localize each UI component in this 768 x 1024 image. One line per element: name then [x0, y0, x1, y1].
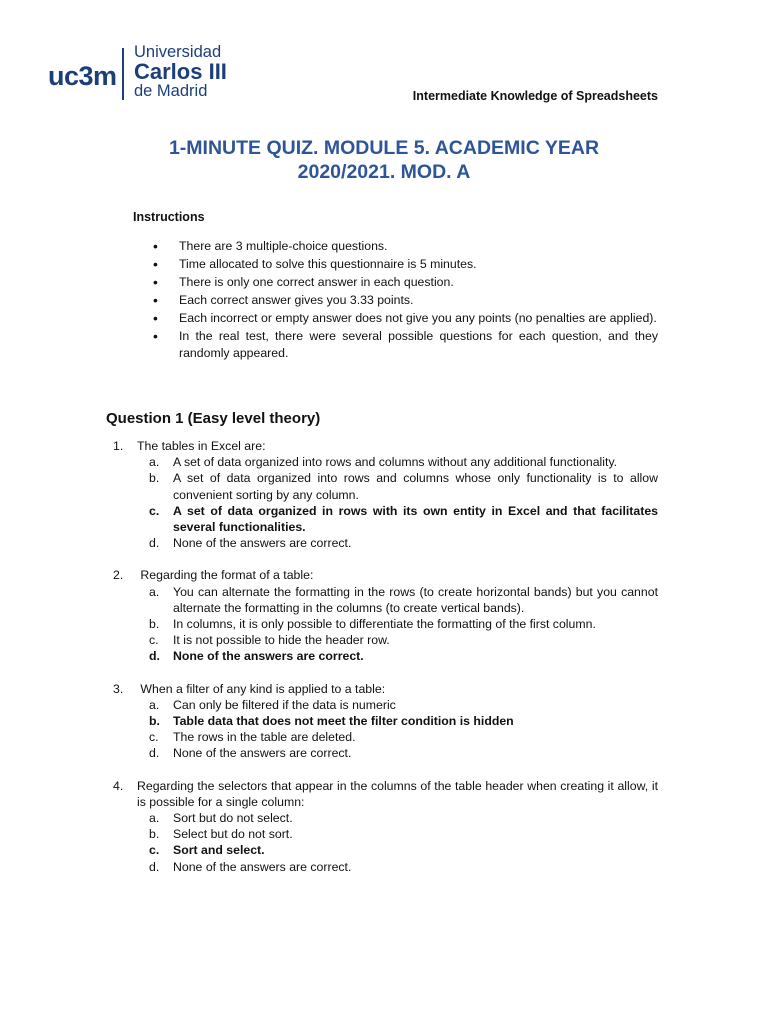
option-text: Sort but do not select. — [173, 811, 293, 826]
option-letter: b. — [149, 617, 160, 632]
question-stem — [113, 567, 658, 583]
option-letter: c. — [149, 843, 160, 858]
answer-option — [149, 859, 658, 875]
option-text: Select but do not sort. — [173, 827, 293, 842]
option-text: A set of data organized into rows and columns without any additional functionality. — [173, 455, 618, 470]
instruction-item: • There are 3 multiple-choice questions. — [153, 238, 658, 255]
question-text: When a filter of any kind is applied to a table: — [137, 681, 386, 696]
answer-option — [149, 616, 658, 632]
answer-option — [149, 697, 658, 713]
question-stem — [113, 778, 658, 810]
question-number: 3. — [113, 681, 124, 696]
answer-option — [149, 826, 658, 842]
option-letter: a. — [149, 455, 160, 470]
option-letter: c. — [149, 503, 160, 518]
option-text: A set of data organized in rows with its own entity in Excel and that facilitates several functionalities. — [173, 503, 658, 535]
question-number: 1. — [113, 439, 124, 453]
question-number: 2. — [113, 568, 124, 583]
logo-line-universidad: Universidad — [134, 43, 222, 61]
option-text: None of the answers are correct. — [173, 746, 352, 761]
page-title — [100, 136, 668, 184]
option-text: Sort and select. — [173, 843, 265, 858]
instructions-list — [153, 238, 658, 363]
question-stem — [113, 438, 658, 454]
question-2 — [113, 567, 658, 664]
question-number: 4. — [113, 778, 124, 793]
option-text: Can only be filtered if the data is numeric — [173, 697, 396, 712]
option-text: It is not possible to hide the header row. — [173, 633, 390, 648]
option-letter: d. — [149, 746, 160, 761]
question-text: Regarding the selectors that appear in the columns of the table header when creating it allow, it is possible for a single column: — [137, 778, 658, 809]
logo-mark: uc3m — [48, 61, 117, 91]
instruction-item: • Each correct answer gives you 3.33 points. — [153, 292, 658, 309]
correct-answer-option — [149, 648, 658, 664]
logo-divider — [122, 48, 124, 100]
instruction-item: • Time allocated to solve this questionnaire is 5 minutes. — [153, 256, 658, 273]
correct-answer-option — [149, 842, 658, 858]
answer-option — [149, 810, 658, 826]
instruction-item: • There is only one correct answer in each question. — [153, 274, 658, 291]
question-text: Regarding the format of a table: — [137, 568, 314, 583]
option-letter: b. — [149, 471, 160, 486]
option-text: You can alternate the formatting in the rows (to create horizontal bands) but you cannot alternate the formatting in the columns (to create vertical bands). — [173, 584, 658, 615]
instruction-item: • In the real test, there were several possible questions for each question, and they randomly appeared. — [153, 328, 658, 361]
option-letter: c. — [149, 633, 159, 648]
answer-option — [149, 584, 658, 616]
question-4 — [113, 778, 658, 875]
questions-list — [113, 438, 658, 891]
question-text: The tables in Excel are: — [137, 439, 266, 453]
logo-text — [134, 44, 227, 100]
title-line-1: 1-MINUTE QUIZ. MODULE 5. ACADEMIC YEAR — [168, 137, 600, 159]
option-letter: b. — [149, 827, 160, 842]
option-letter: d. — [149, 536, 160, 551]
answer-options — [113, 810, 658, 875]
instructions-heading: Instructions — [133, 210, 205, 224]
answer-option — [149, 454, 658, 470]
option-letter: b. — [149, 714, 160, 729]
answer-options — [113, 454, 658, 551]
section-heading: Question 1 (Easy level theory) — [106, 410, 321, 427]
option-letter: d. — [149, 859, 160, 874]
answer-option — [149, 745, 658, 761]
option-text: None of the answers are correct. — [173, 649, 364, 664]
option-text: A set of data organized into rows and columns whose only functionality is to allow convenient sorting by any column. — [173, 471, 658, 502]
option-letter: d. — [149, 649, 160, 664]
answer-options — [113, 697, 658, 762]
option-letter: a. — [149, 811, 160, 826]
answer-option — [149, 470, 658, 502]
answer-option — [149, 535, 658, 551]
question-3 — [113, 681, 658, 762]
instruction-item: • Each incorrect or empty answer does not give you any points (no penalties are applied). — [153, 310, 658, 327]
title-line-2: 2020/2021. MOD. A — [297, 161, 471, 183]
option-text: The rows in the table are deleted. — [173, 730, 356, 745]
logo-line-carlos: Carlos III — [134, 59, 227, 84]
option-text: None of the answers are correct. — [173, 859, 352, 874]
correct-answer-option — [149, 713, 658, 729]
answer-option — [149, 632, 658, 648]
answer-option — [149, 729, 658, 745]
option-letter: c. — [149, 730, 159, 745]
question-stem — [113, 681, 658, 697]
option-text: Table data that does not meet the filter condition is hidden — [173, 714, 514, 729]
option-letter: a. — [149, 697, 160, 712]
course-name: Intermediate Knowledge of Spreadsheets — [412, 89, 658, 103]
option-letter: a. — [149, 584, 160, 599]
answer-options — [113, 584, 658, 665]
option-text: None of the answers are correct. — [173, 536, 352, 551]
logo-line-madrid: de Madrid — [134, 82, 208, 100]
question-1 — [113, 438, 658, 551]
option-text: In columns, it is only possible to differentiate the formatting of the first column. — [173, 617, 596, 632]
correct-answer-option — [149, 503, 658, 535]
